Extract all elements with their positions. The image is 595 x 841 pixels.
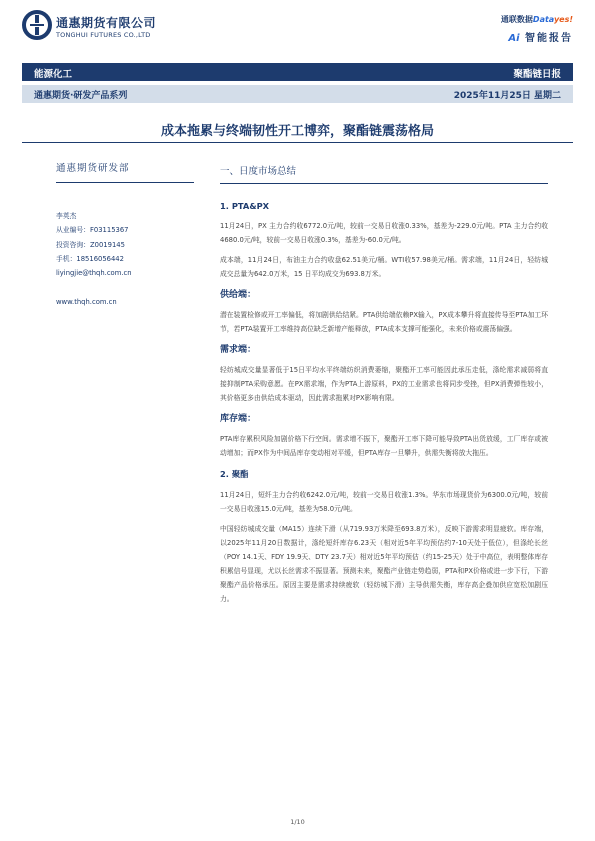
paragraph-supply: 潜在装置检修或开工率偏低，将加剧供给结紧。PTA供给端依赖PX输入，PX成本攀升将直接传导至PTA加工环节，若PTA装置开工率维持高位缺乏新增产能释放，PTA成本支撑可能强化，未来价格或震荡偏强。	[220, 311, 548, 333]
subsection-polyester: 2. 聚酯	[220, 469, 249, 479]
category-bar	[22, 63, 573, 81]
subsection-pta-px: 1. PTA&PX	[220, 201, 270, 211]
company-name-cn: 通惠期货有限公司	[56, 16, 157, 30]
consult-number: 投资咨询：Z0019145	[56, 240, 125, 249]
partner-data: Data	[532, 15, 554, 24]
supply-heading: 供给端：	[220, 290, 257, 300]
paragraph-polyester-analysis: 中国轻纺城成交量（MA15）连续下滑（从719.93万米降至693.8万米），反映下游需求明显疲软。库存端，以2025年11月20日数据计，涤纶短纤库存6.23天（相对近5年平均预估约7-10天处于低位），但涤纶长丝（POY 14.1天、FDY 19.9天、DTY 23.7天）相对近5年平均预估（约15-25天）处于中高位，表明整体库存积累信号显现，尤以长丝需求不振显著。预测未来，聚酯产业链走势趋弱，PTA和PX价格或进一步下行，下游聚酯产品价格承压。原因主要是需求持续疲软（轻纺城下滑）主导供需失衡，库存高企叠加供应宽松加剧压力。	[220, 525, 548, 603]
paragraph-polyester-price: 11月24日，短纤主力合约收6242.0元/吨，较前一交易日收涨1.3%。华东市场现货价为6300.0元/吨，较前一交易日收涨15.0元/吨，基差为58.0元/吨。	[220, 491, 548, 513]
partner-yes: yes!	[553, 15, 573, 24]
title-divider	[22, 142, 573, 143]
department-name: 通惠期货研发部	[56, 160, 194, 183]
company-logo-icon	[22, 10, 52, 40]
category-label: 能源化工	[34, 69, 73, 80]
ai-mark: Ai	[508, 33, 520, 44]
paragraph-inventory: PTA库存累积风险加剧价格下行空间。需求增不振下，聚酯开工率下降可能导致PTA出货放缓，工厂库存或被动增加；而PX作为中间品库存变动相对平缓，但PTA库存一旦攀升，供需失衡将放大拖压。	[220, 435, 548, 457]
report-title: 成本拖累与终端韧性开工博弈，聚酯链震荡格局	[160, 124, 434, 139]
paragraph-pta-price: 11月24日，PX 主力合约收6772.0元/吨，较前一交易日收涨0.33%，基差为-229.0元/吨。PTA 主力合约收4680.0元/吨，较前一交易日收涨0.3%，基差为-60.0元/吨。	[220, 222, 548, 244]
ai-report-label: 智能报告	[525, 33, 573, 44]
analyst-sidebar	[56, 160, 196, 306]
report-type-label: 聚酯链日报	[513, 69, 561, 80]
company-name-en: TONGHUI FUTURES CO.,LTD	[56, 31, 151, 39]
ai-report-logo	[508, 29, 573, 44]
report-date: 2025年11月25日 星期二	[453, 91, 561, 101]
website-link[interactable]: www.thqh.com.cn	[56, 298, 117, 307]
paragraph-cost-demand: 成本端，11月24日，布油主力合约收盘62.51美元/桶。WTI收57.98美元/桶。需求端，11月24日，轻纺城成交总量为642.0万米，15 日平均成交为693.8万米。	[220, 256, 548, 278]
paragraph-demand: 轻纺城成交量显著低于15日平均水平终端纺织消费萎缩，聚酯开工率可能因此承压走低，涤纶需求减弱将直接抑制PTA采购意愿。在PX需求端，作为PTA上游原料，PX的工业需求也将同步受挫，但PX消费弹性较小，其价格更多由供给成本驱动，因此需求拖累对PX影响有限。	[220, 366, 548, 402]
page-number: 1/10	[290, 818, 305, 826]
demand-heading: 需求端：	[220, 345, 257, 355]
analyst-name: 李英杰	[56, 212, 77, 220]
inventory-heading: 库存端：	[220, 414, 257, 424]
license-number: 从业编号：F03115367	[56, 226, 129, 235]
partner-name: 通联数据	[500, 15, 533, 24]
series-label: 通惠期货·研发产品系列	[34, 91, 128, 101]
partner-logo	[501, 14, 573, 25]
section-heading: 一、日度市场总结	[220, 163, 548, 184]
phone-number: 手机：18516056442	[56, 254, 124, 263]
series-bar	[22, 85, 573, 103]
analyst-info	[56, 209, 196, 280]
report-body	[220, 163, 548, 612]
email-link[interactable]: liyingjie@thqh.com.cn	[56, 269, 132, 278]
